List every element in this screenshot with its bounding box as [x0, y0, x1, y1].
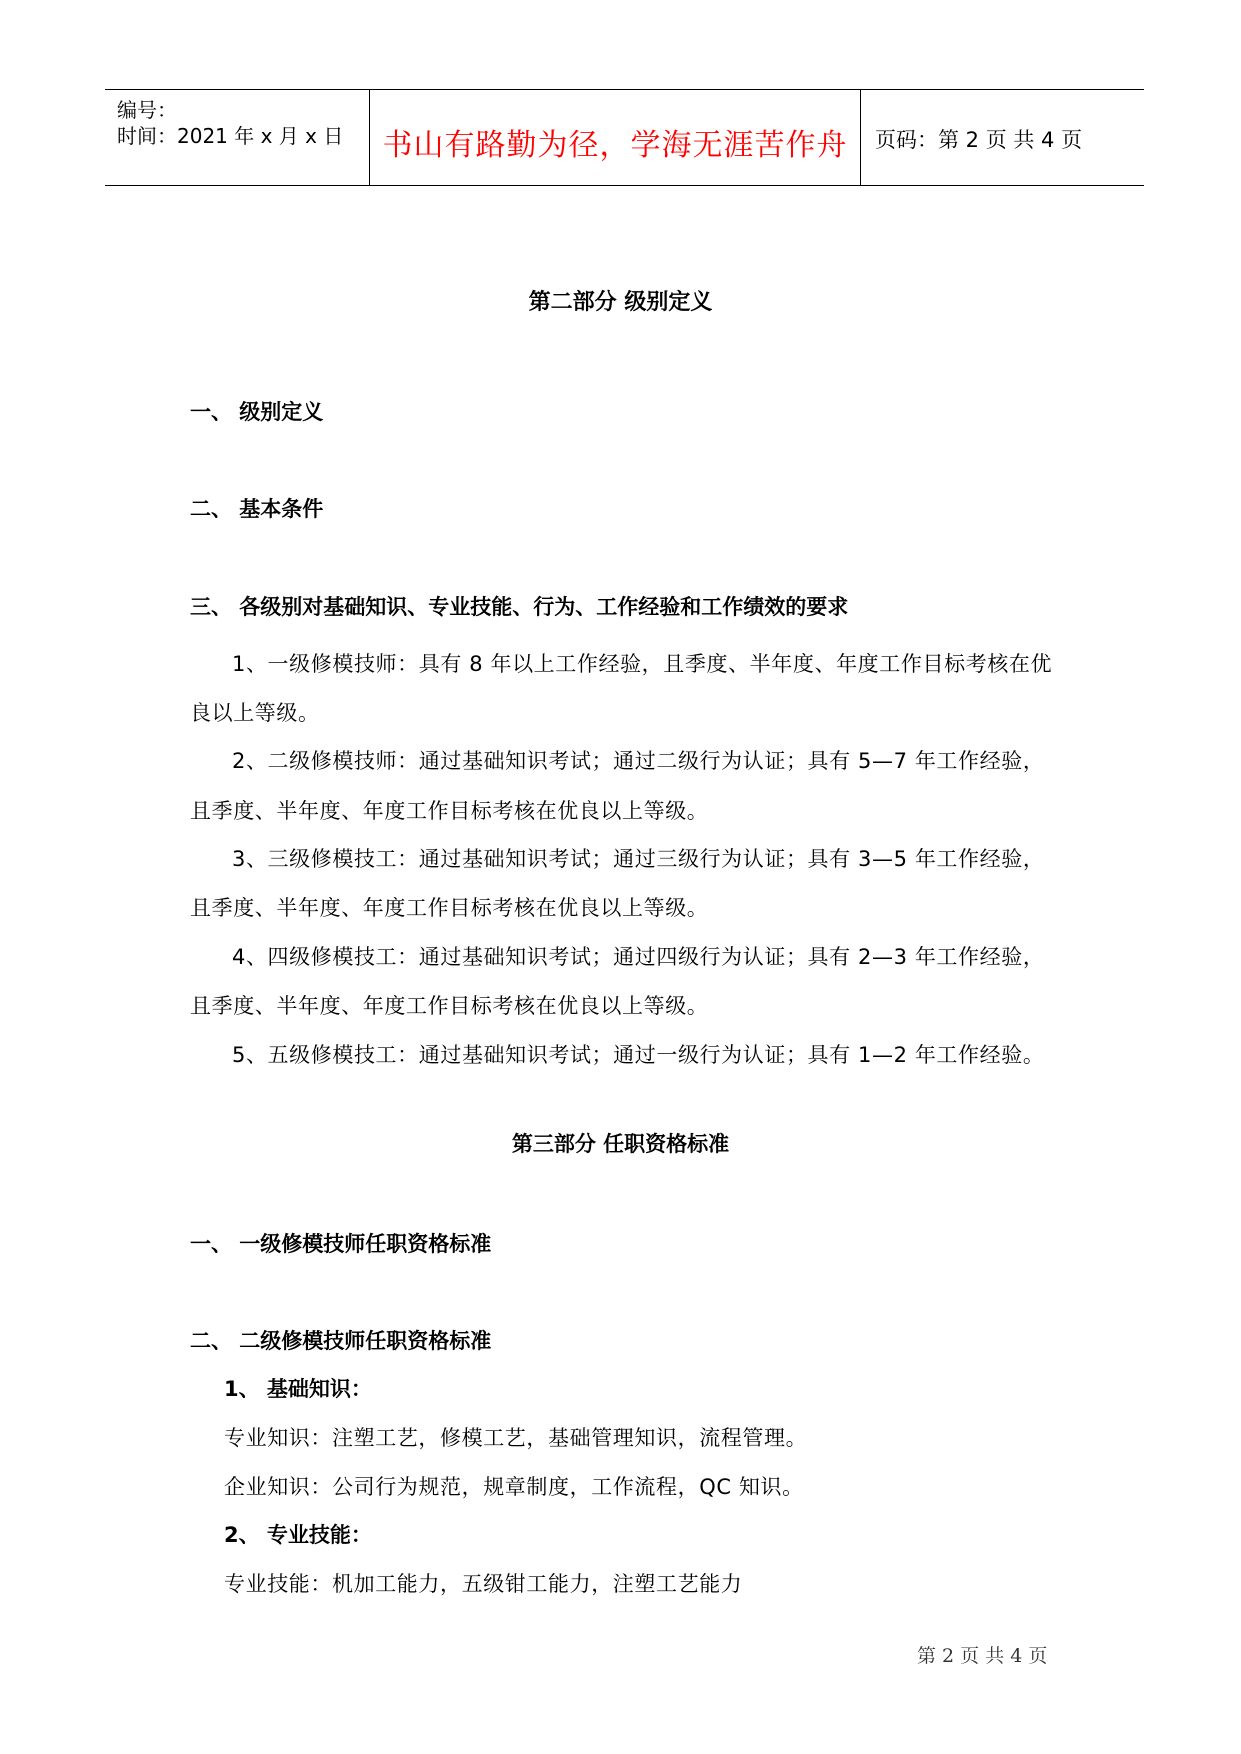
professional-skills-heading: 2、 专业技能： [224, 1523, 372, 1547]
part2-title: 第二部分 级别定义 [528, 290, 713, 315]
header-right-cell [861, 90, 1144, 185]
part2-section-1: 一、 级别定义 [190, 400, 324, 424]
motto: 书山有路勤为径，学海无涯苦作舟 [382, 128, 848, 163]
basic-knowledge-heading: 1、 基础知识： [224, 1377, 372, 1401]
part3-title: 第三部分 任职资格标准 [511, 1132, 730, 1156]
page-info: 页码：第 2 页 共 4 页 [875, 128, 1083, 152]
header-left-cell [105, 90, 369, 185]
time-label: 时间：2021 年 x 月 x 日 [117, 124, 344, 148]
page-footer: 第 2 页 共 4 页 [917, 1645, 1048, 1667]
item-1-line-1: 1、一级修模技师：具有 8 年以上工作经验，且季度、半年度、年度工作目标考核在优 [232, 652, 1053, 676]
part2-section-2: 二、 基本条件 [190, 497, 324, 521]
professional-knowledge-line: 专业知识：注塑工艺，修模工艺，基础管理知识，流程管理。 [224, 1426, 808, 1450]
enterprise-knowledge-line: 企业知识：公司行为规范，规章制度，工作流程，QC 知识。 [224, 1475, 804, 1499]
part2-section-3: 三、 各级别对基础知识、专业技能、行为、工作经验和工作绩效的要求 [190, 595, 849, 619]
item-2-line-2: 且季度、半年度、年度工作目标考核在优良以上等级。 [190, 799, 709, 823]
item-4-line-2: 且季度、半年度、年度工作目标考核在优良以上等级。 [190, 994, 709, 1018]
professional-skills-line: 专业技能：机加工能力，五级钳工能力，注塑工艺能力 [224, 1572, 743, 1596]
item-4-line-1: 4、四级修模技工：通过基础知识考试；通过四级行为认证；具有 2—3 年工作经验， [232, 945, 1045, 969]
header-center-cell [369, 90, 861, 185]
item-1-line-2: 良以上等级。 [190, 701, 320, 725]
part3-section-2: 二、 二级修模技师任职资格标准 [190, 1329, 492, 1353]
item-3-line-1: 3、三级修模技工：通过基础知识考试；通过三级行为认证；具有 3—5 年工作经验， [232, 847, 1045, 871]
document-header [105, 89, 1144, 186]
item-2-line-1: 2、二级修模技师：通过基础知识考试；通过二级行为认证；具有 5—7 年工作经验， [232, 749, 1045, 773]
item-3-line-2: 且季度、半年度、年度工作目标考核在优良以上等级。 [190, 896, 709, 920]
item-5-line-1: 5、五级修模技工：通过基础知识考试；通过一级行为认证；具有 1—2 年工作经验。 [232, 1043, 1045, 1067]
number-label: 编号： [117, 98, 177, 122]
part3-section-1: 一、 一级修模技师任职资格标准 [190, 1232, 492, 1256]
